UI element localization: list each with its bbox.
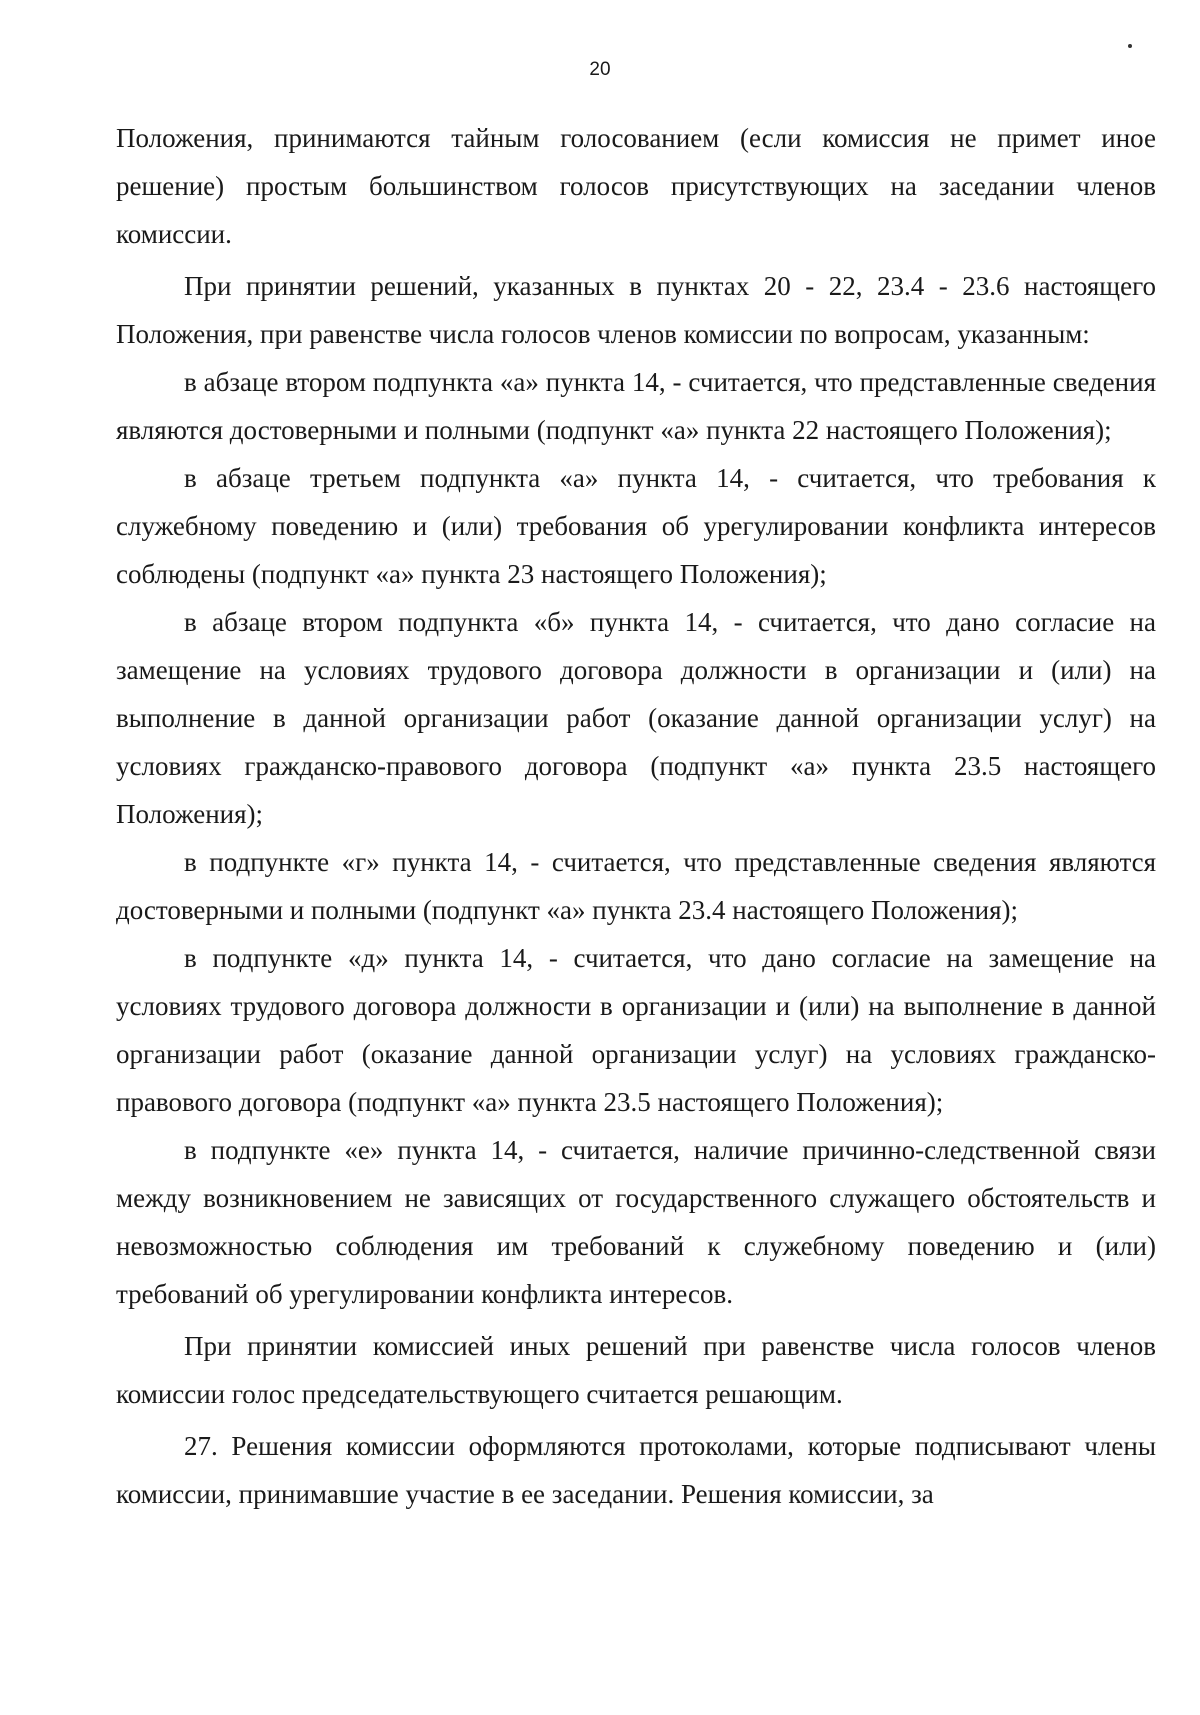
paragraph-4: в абзаце третьем подпункта «а» пункта 14, - считается, что требования к служебному поведению и (или) требования об урегулировании конфликта интересов соблюдены (подпункт «а» пункта 23 настоящего Положения);	[116, 463, 1156, 589]
page-number: 20	[589, 59, 611, 80]
paragraph-10: 27. Решения комиссии оформляются протоколами, которые подписывают члены комиссии, принимавшие участие в ее заседании. Решения комиссии, за	[116, 1431, 1156, 1509]
paragraph-3: в абзаце втором подпункта «а» пункта 14, - считается, что представленные сведения являются достоверными и полными (подпункт «а» пункта 22 настоящего Положения);	[116, 367, 1156, 445]
paragraph-2: При принятии решений, указанных в пунктах 20 - 22, 23.4 - 23.6 настоящего Положения, при равенстве числа голосов членов комиссии по вопросам, указанным:	[116, 271, 1156, 349]
paragraph-6: в подпункте «г» пункта 14, - считается, что представленные сведения являются достоверными и полными (подпункт «а» пункта 23.4 настоящего Положения);	[116, 847, 1156, 925]
paragraph-5: в абзаце втором подпункта «б» пункта 14, - считается, что дано согласие на замещение на условиях трудового договора должности в организации и (или) на выполнение в данной организации работ (оказание данной организации услуг) на условиях гражданско-правового договора (подпункт «а» пункта 23.5 настоящего Положения);	[116, 607, 1156, 829]
paragraph-7: в подпункте «д» пункта 14, - считается, что дано согласие на замещение на условиях трудового договора должности в организации и (или) на выполнение в данной организации работ (оказание данной организации услуг) на условиях гражданско-правового договора (подпункт «а» пункта 23.5 настоящего Положения);	[116, 943, 1156, 1117]
paragraph-1: Положения, принимаются тайным голосованием (если комиссия не примет иное решение) простым большинством голосов присутствующих на заседании членов комиссии.	[116, 123, 1156, 249]
paragraph-9: При принятии комиссией иных решений при равенстве числа голосов членов комиссии голос председательствующего считается решающим.	[116, 1331, 1156, 1409]
paragraph-8: в подпункте «е» пункта 14, - считается, наличие причинно-следственной связи между возникновением не зависящих от государственного служащего обстоятельств и невозможностью соблюдения им требований к служебному поведению и (или) требований об урегулировании конфликта интересов.	[116, 1135, 1156, 1309]
scan-speck	[1128, 44, 1132, 48]
document-body	[116, 114, 1156, 1518]
